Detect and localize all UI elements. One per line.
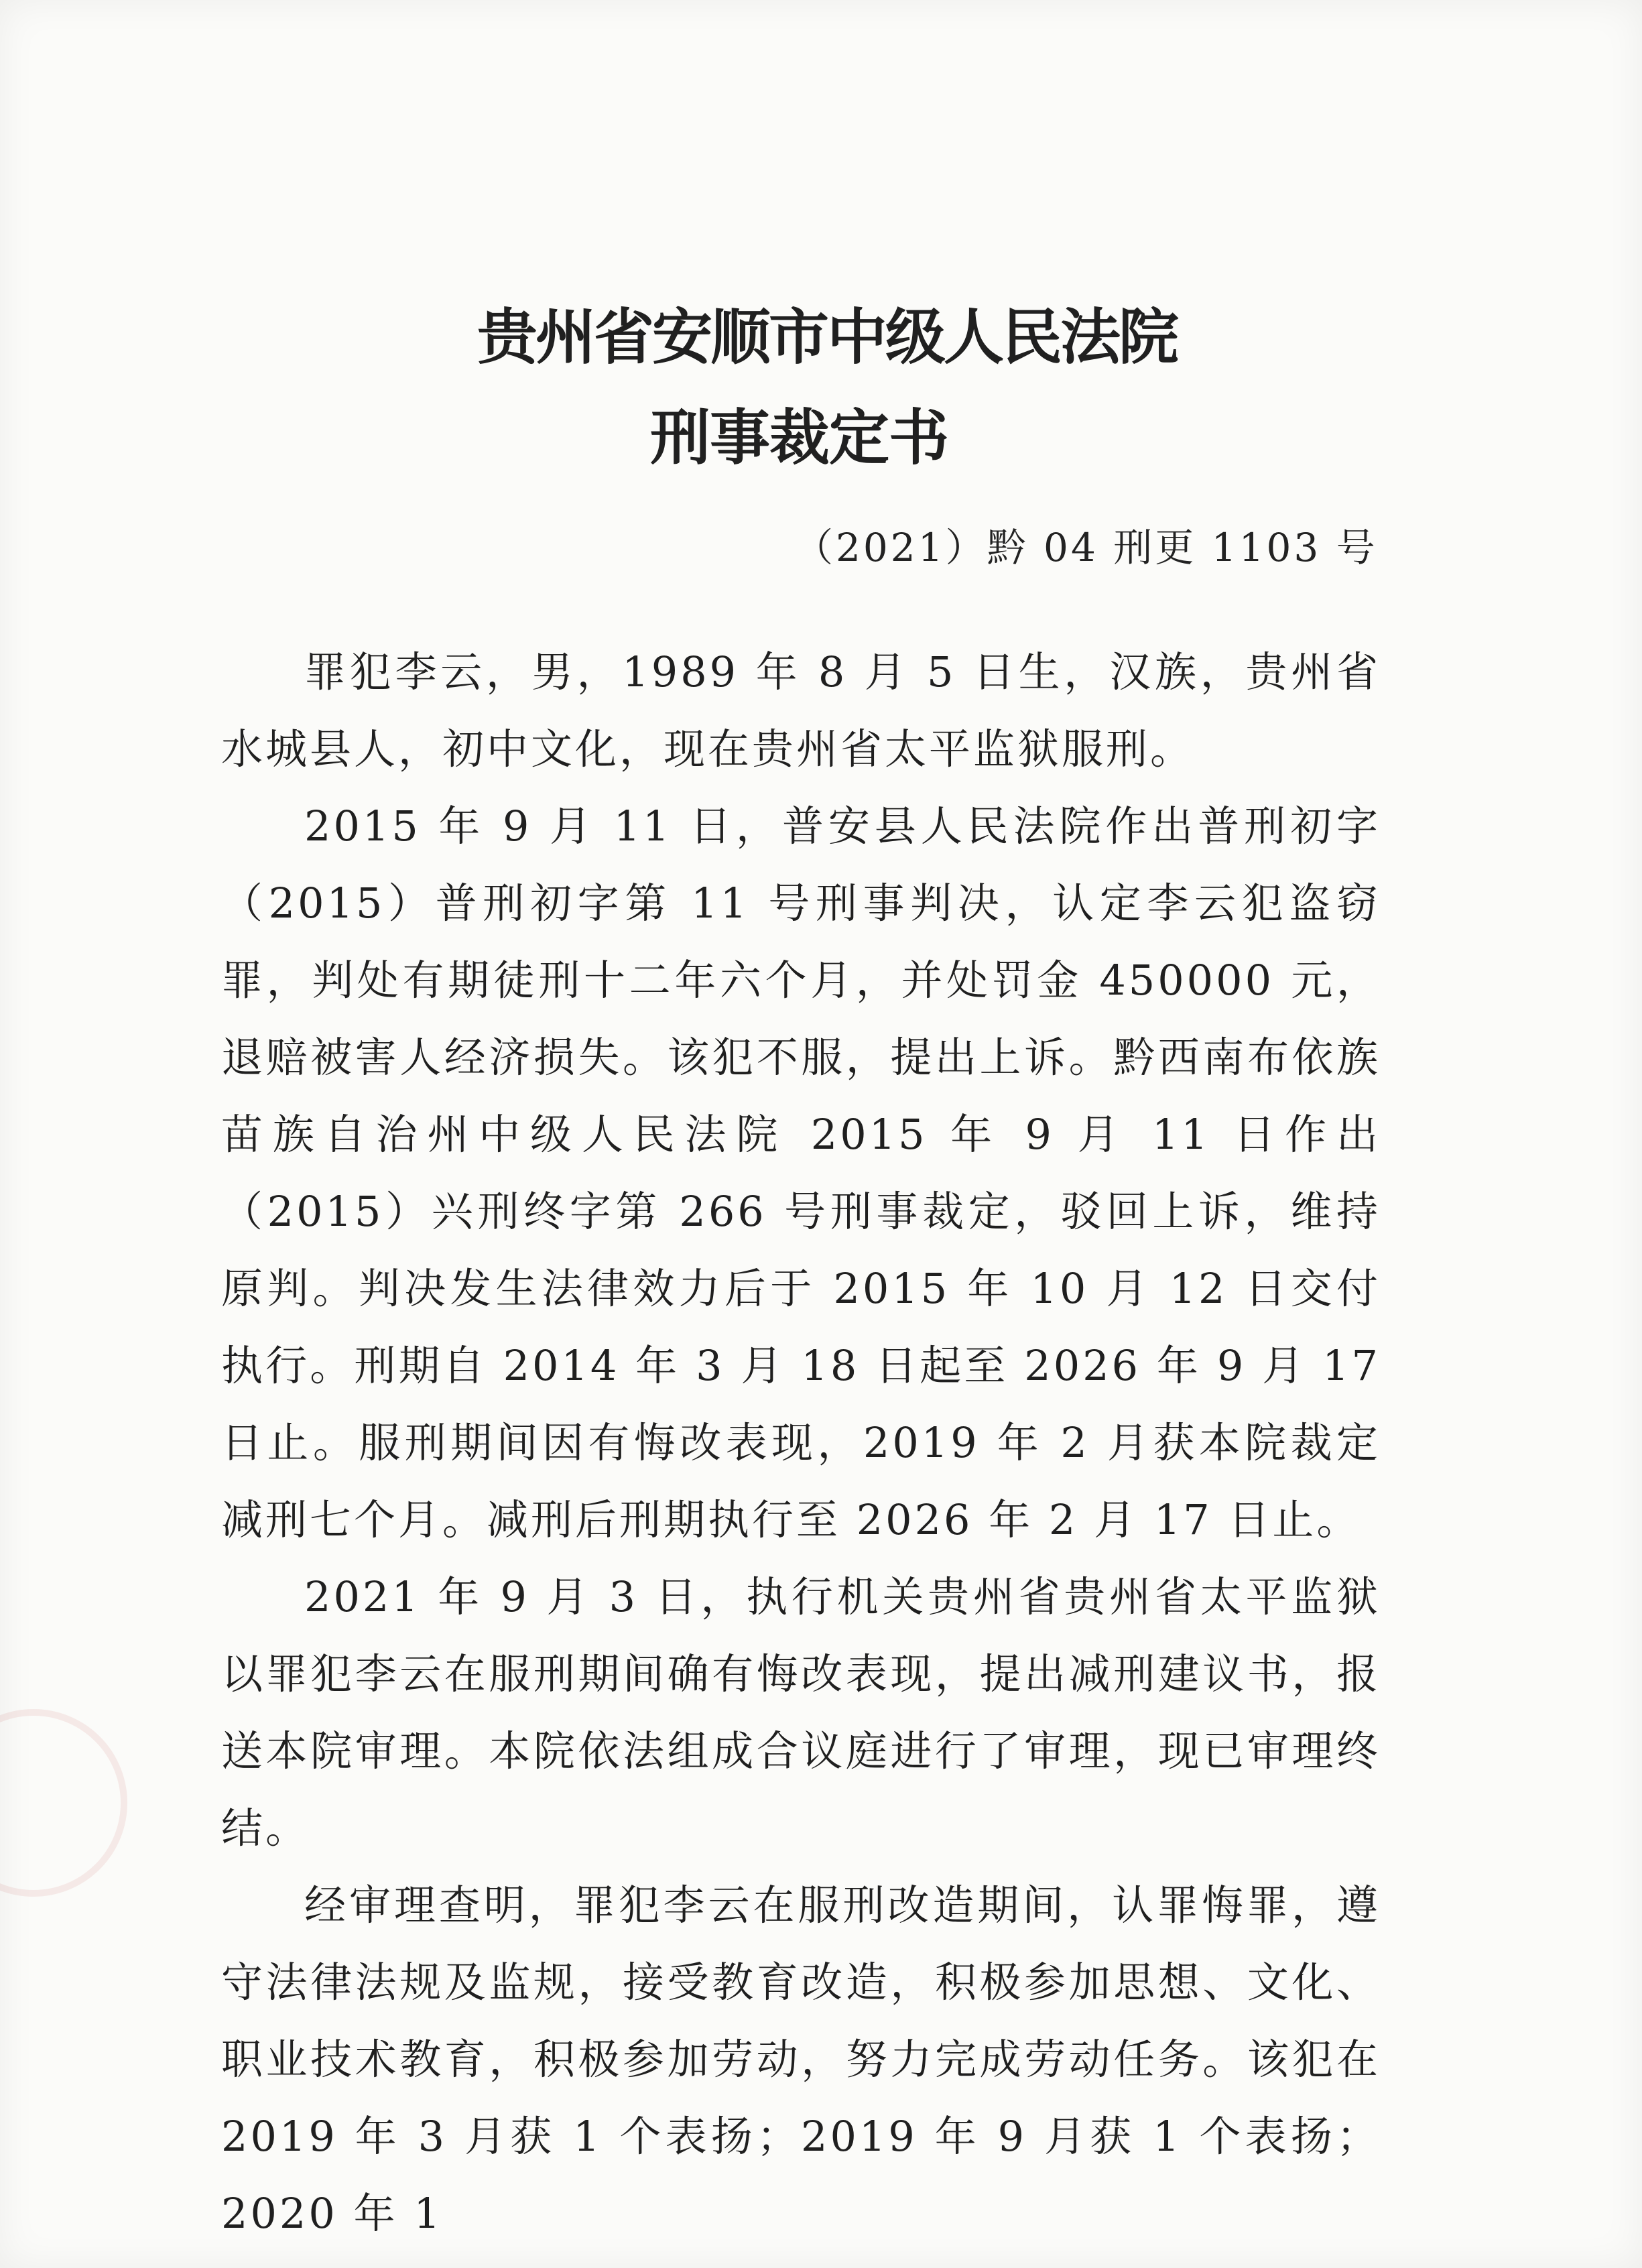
document-type-title: 刑事裁定书 xyxy=(650,403,948,473)
court-name: 贵州省安顺市中级人民法院 xyxy=(477,302,1177,373)
paragraph-findings: 经审理查明，罪犯李云在服刑改造期间，认罪悔罪，遵守法律法规及监规，接受教育改造，积极参加思想、文化、职业技术教育，积极参加劳动，努力完成劳动任务。该犯在 2019 年 3 月获 1 个表扬；2019 年 9 月获 1 个表扬；2020 年 1 xyxy=(221,1881,1381,2238)
paragraph-defendant-info: 罪犯李云，男，1989 年 8 月 5 日生，汉族，贵州省水城县人，初中文化，现在贵州省太平监狱服刑。 xyxy=(221,647,1381,773)
seal-trace xyxy=(0,1709,127,1897)
paragraph-sentence-history: 2015 年 9 月 11 日，普安县人民法院作出普刑初字（2015）普刑初字第 11 号刑事判决，认定李云犯盗窃罪，判处有期徒刑十二年六个月，并处罚金 450000 元，退赔被害人经济损失。该犯不服，提出上诉。黔西南布依族苗族自治州中级人民法院 2015 年 9 月 11 日作出（2015）兴刑终字第 266 号刑事裁定，驳回上诉，维持原判。判决发生法律效力后于 2015 年 10 月 12 日交付执行。刑期自 2014 年 3 月 18 日起至 2026 年 9 月 17 日止。服刑期间因有悔改表现，2019 年 2 月获本院裁定减刑七个月。减刑后刑期执行至 2026 年 2 月 17 日止。 xyxy=(221,802,1381,1544)
document-body xyxy=(221,633,1381,2252)
case-number: （2021）黔 04 刑更 1103 号 xyxy=(794,525,1378,570)
paragraph-commutation-proposal: 2021 年 9 月 3 日，执行机关贵州省贵州省太平监狱以罪犯李云在服刑期间确有悔改表现，提出减刑建议书，报送本院审理。本院依法组成合议庭进行了审理，现已审理终结。 xyxy=(221,1572,1381,1852)
